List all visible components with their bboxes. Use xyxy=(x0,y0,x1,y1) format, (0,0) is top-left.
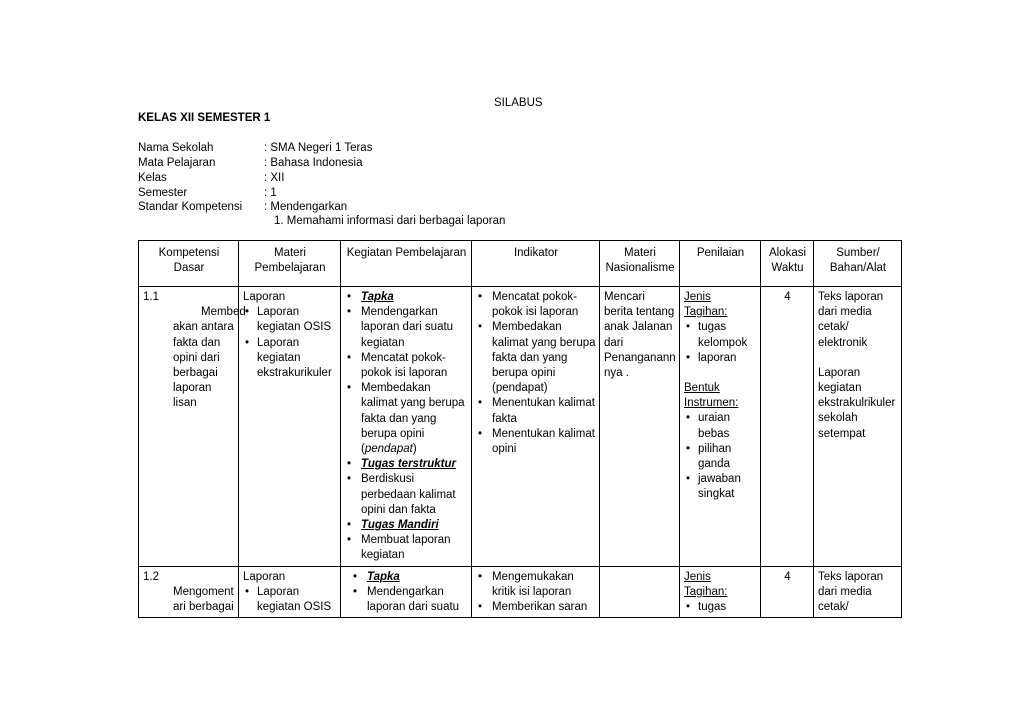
list-item: • jawaban singkat xyxy=(684,472,757,502)
list-item xyxy=(345,290,468,305)
kd-text: lisan xyxy=(173,397,197,410)
header-line: Dasar xyxy=(173,262,205,275)
header-kompetensi-dasar xyxy=(139,241,239,287)
list-item: • Membuat laporan kegiatan xyxy=(345,533,468,563)
kd-text: akan antara xyxy=(173,321,234,334)
table-row xyxy=(139,566,902,618)
sumber-text: Teks laporan dari media cetak/ xyxy=(818,570,884,614)
cell-kegiatan xyxy=(341,287,472,567)
cell-materi xyxy=(239,566,341,618)
jenis-label: Jenis xyxy=(684,570,711,583)
header-line: Pembelajaran xyxy=(254,262,326,275)
header-line: Indikator xyxy=(513,247,559,259)
header-materi-pembelajaran xyxy=(239,241,341,287)
list-item: • Berdiskusi perbedaan kalimat opini dan fakta xyxy=(345,472,468,518)
cell-kompetensi-dasar xyxy=(139,566,239,618)
cell-penilaian xyxy=(680,566,761,618)
cell-sumber xyxy=(814,566,902,618)
list-item xyxy=(351,570,468,585)
table-row xyxy=(139,287,902,567)
list-item: • laporan xyxy=(684,351,757,366)
jenis-label: Jenis xyxy=(684,291,711,303)
cell-materi xyxy=(239,287,341,567)
class-semester-heading: KELAS XII SEMESTER 1 xyxy=(138,112,271,124)
materi-title: Laporan xyxy=(243,570,286,583)
meta-value: : Bahasa Indonesia xyxy=(264,157,363,169)
list-item: • Mengemukakan kritik isi laporan xyxy=(476,570,596,600)
list-text: Membedakan kalimat yang berupa fakta dan yang berupa opini ( xyxy=(361,382,465,456)
meta-label: Semester xyxy=(138,187,188,199)
header-line: Kegiatan Pembelajaran xyxy=(346,247,467,259)
list-item: • uraian bebas xyxy=(684,411,757,441)
list-item: • Memberikan saran xyxy=(476,600,596,615)
meta-value: : 1 xyxy=(264,187,277,199)
list-item: • Mendengarkan laporan dari suatu xyxy=(351,585,468,615)
sumber-text: Laporan kegiatan ekstrakulrikuler sekolah setempat xyxy=(818,366,896,440)
header-line: Penilaian xyxy=(696,247,745,259)
terstruktur-label: Tugas terstruktur xyxy=(361,458,457,471)
list-item: • Laporan kegiatan OSIS xyxy=(243,585,337,615)
list-item: • Mencatat pokok-pokok isi laporan xyxy=(345,351,468,381)
header-line: Waktu xyxy=(771,262,804,275)
header-line: Bahan/Alat xyxy=(829,262,887,275)
list-item: • Membedakan kalimat yang berupa fakta dan yang berupa opini (pendapat) xyxy=(476,320,596,396)
cell-sumber xyxy=(814,287,902,567)
list-item: • Laporan kegiatan OSIS xyxy=(243,305,337,335)
list-item: • pilihan ganda xyxy=(684,442,757,472)
list-item: • Menentukan kalimat fakta xyxy=(476,396,596,426)
meta-label: Mata Pelajaran xyxy=(138,157,216,169)
kd-text: fakta dan xyxy=(173,336,221,349)
header-indikator xyxy=(472,241,600,287)
list-item: • Laporan kegiatan ekstrakurikuler xyxy=(243,336,337,382)
list-item: • Mencatat pokok-pokok isi laporan xyxy=(476,290,596,320)
cell-alokasi xyxy=(761,287,814,567)
meta-value: : SMA Negeri 1 Teras xyxy=(264,142,373,154)
header-line: Nasionalisme xyxy=(605,262,675,275)
opini-word: pendapat xyxy=(364,443,413,456)
header-line: Kompetensi xyxy=(158,247,220,259)
standard-item: 1. Memahami informasi dari berbagai laporan xyxy=(274,215,506,227)
header-nasionalisme xyxy=(600,241,680,287)
kd-number: 1.1 xyxy=(143,291,159,303)
list-item xyxy=(345,381,468,457)
sumber-text: Teks laporan dari media cetak/ elektronik xyxy=(818,291,884,349)
kd-text: berbagai xyxy=(173,367,218,380)
tapka-label: Tapka xyxy=(361,291,394,303)
alokasi-value: 4 xyxy=(784,291,791,303)
cell-indikator xyxy=(472,287,600,567)
alokasi-value: 4 xyxy=(784,570,791,583)
tapka-label: Tapka xyxy=(367,570,400,583)
list-text: ) xyxy=(412,443,417,456)
kd-text: opini dari xyxy=(173,351,220,364)
cell-alokasi xyxy=(761,566,814,618)
header-line: Materi xyxy=(274,247,306,259)
kd-text: Membed xyxy=(201,306,246,319)
meta-value: : XII xyxy=(264,172,285,184)
materi-title: Laporan xyxy=(243,291,286,303)
jenis-label: Tagihan: xyxy=(684,585,728,598)
table-header-row xyxy=(139,241,902,287)
cell-nasionalisme xyxy=(600,287,680,567)
kd-text: ari berbagai xyxy=(173,601,234,614)
cell-kompetensi-dasar xyxy=(139,287,246,567)
cell-indikator xyxy=(472,566,600,618)
header-alokasi-waktu xyxy=(761,241,814,287)
header-line: Sumber/ xyxy=(836,247,880,259)
nasionalisme-text: Mencari berita tentang anak Jalanan dari Penanganann nya . xyxy=(604,291,676,380)
cell-penilaian xyxy=(680,287,761,567)
list-item xyxy=(345,518,468,533)
header-kegiatan xyxy=(341,241,472,287)
bentuk-label: Instrumen: xyxy=(684,397,739,410)
document-title: SILABUS xyxy=(494,97,543,109)
meta-value: : Mendengarkan xyxy=(264,201,348,213)
kd-text: laporan xyxy=(173,382,212,395)
list-item: • Mendengarkan laporan dari suatu kegiatan xyxy=(345,305,468,351)
list-item: • tugas kelompok xyxy=(684,320,757,350)
list-item: • tugas xyxy=(684,600,757,615)
list-item xyxy=(345,457,468,472)
meta-label: Nama Sekolah xyxy=(138,142,214,154)
header-penilaian xyxy=(680,241,761,287)
bentuk-label: Bentuk xyxy=(684,382,720,395)
syllabus-table xyxy=(138,240,902,618)
mandiri-label: Tugas Mandiri xyxy=(361,519,439,532)
header-sumber xyxy=(814,241,902,287)
cell-nasionalisme xyxy=(600,566,680,618)
cell-kegiatan xyxy=(341,566,472,618)
kd-text: Mengoment xyxy=(173,585,234,598)
meta-label: Kelas xyxy=(138,172,167,184)
list-item: • Menentukan kalimat opini xyxy=(476,427,596,457)
jenis-label: Tagihan: xyxy=(684,306,728,319)
kd-number: 1.2 xyxy=(143,570,159,583)
meta-label: Standar Kompetensi xyxy=(138,201,243,213)
header-line: Materi xyxy=(624,247,656,259)
header-line: Alokasi xyxy=(768,247,807,259)
